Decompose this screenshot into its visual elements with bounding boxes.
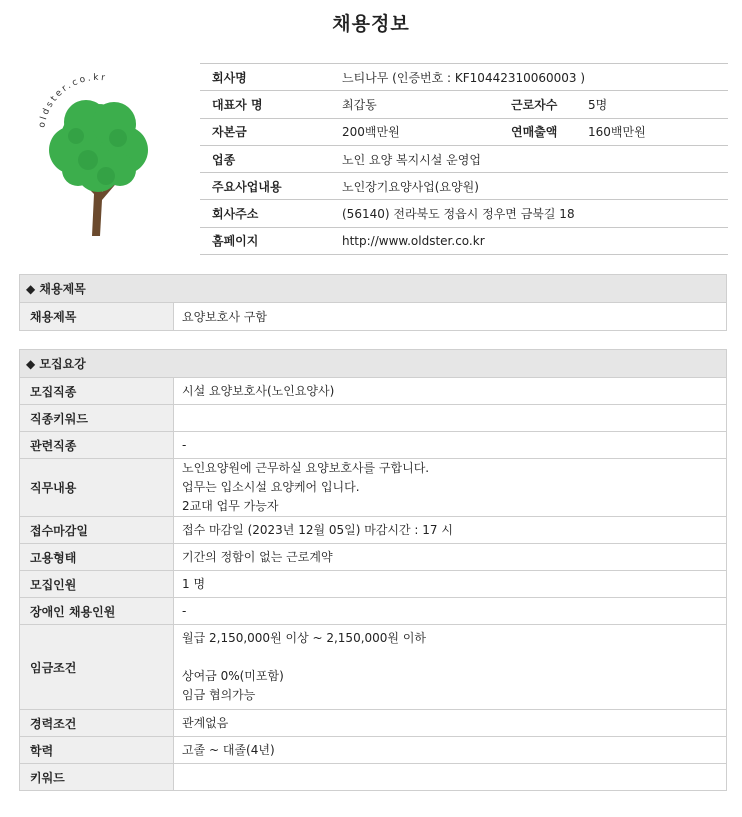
table-row [20, 710, 727, 737]
table-row [20, 598, 727, 625]
row-value [174, 764, 727, 791]
employees-label: 근로자수 [511, 91, 588, 118]
row-value-line [182, 768, 726, 787]
recruit-title-label: 채용제목 [20, 303, 174, 331]
recruit-title-heading: ◆ 채용제목 [20, 275, 727, 303]
row-value-line [182, 648, 726, 667]
row-label: 고용형태 [20, 544, 174, 571]
table-row [20, 737, 727, 764]
table-row [20, 517, 727, 544]
row-value-line: 노인요양원에 근무하실 요양보호사를 구합니다. [182, 461, 430, 475]
row-value [174, 598, 727, 625]
homepage-label: 홈페이지 [200, 227, 342, 254]
row-value-line: 고졸 ~ 대졸(4년) [182, 742, 275, 757]
company-info-table [200, 63, 728, 255]
row-value [174, 432, 727, 459]
row-label: 경력조건 [20, 710, 174, 737]
row-value-line: 월급 2,150,000원 이상 ~ 2,150,000원 이하 [182, 631, 427, 645]
recruit-details-heading: ◆ 모집요강 [20, 350, 727, 378]
employees-value: 5명 [588, 91, 728, 118]
table-row [20, 459, 727, 517]
row-label: 관련직종 [20, 432, 174, 459]
table-row [20, 378, 727, 405]
row-value [174, 544, 727, 571]
row-value [174, 625, 727, 710]
row-value [174, 378, 727, 405]
row-label: 학력 [20, 737, 174, 764]
address-label: 회사주소 [200, 200, 342, 227]
row-value-line: - [182, 603, 187, 618]
ceo-value: 최갑동 [342, 91, 511, 118]
row-value [174, 710, 727, 737]
business-value: 노인장기요양사업(요양원) [342, 173, 728, 200]
row-value-line [182, 409, 726, 428]
company-name-value: 느티나무 (인증번호 : KF10442310060003 ) [342, 64, 728, 91]
row-value-line: 상여금 0%(미포함) [182, 669, 284, 683]
ceo-label: 대표자 명 [200, 91, 342, 118]
row-value [174, 517, 727, 544]
row-label: 모집인원 [20, 571, 174, 598]
row-label: 임금조건 [20, 625, 174, 710]
row-value-line: 임금 협의가능 [182, 688, 256, 702]
company-name-label: 회사명 [200, 64, 342, 91]
recruit-title-value: 요양보호사 구함 [174, 303, 727, 331]
row-label: 접수마감일 [20, 517, 174, 544]
row-value-line: 1 명 [182, 576, 206, 591]
row-value-line: 2교대 업무 가능자 [182, 499, 279, 513]
row-value [174, 571, 727, 598]
capital-value: 200백만원 [342, 118, 511, 145]
company-logo [28, 72, 168, 242]
row-value [174, 405, 727, 432]
table-row [20, 764, 727, 791]
homepage-link[interactable]: http://www.oldster.co.kr [342, 227, 728, 254]
recruit-details-section [19, 349, 727, 791]
recruit-title-section [19, 274, 727, 331]
logo-text: oldster.co.kr [37, 72, 108, 129]
row-label: 직종키워드 [20, 405, 174, 432]
row-value [174, 737, 727, 764]
row-value-line: 기간의 정함이 없는 근로계약 [182, 549, 333, 564]
row-value-line: 업무는 입소시설 요양케어 입니다. [182, 480, 360, 494]
table-row [20, 571, 727, 598]
row-label: 키워드 [20, 764, 174, 791]
table-row [20, 544, 727, 571]
row-value [174, 459, 727, 517]
table-row [20, 432, 727, 459]
capital-label: 자본금 [200, 118, 342, 145]
recruit-details-rows [20, 378, 727, 791]
address-value: (56140) 전라북도 정읍시 정우면 금북길 18 [342, 200, 728, 227]
row-value-line: - [182, 437, 187, 452]
industry-label: 업종 [200, 145, 342, 172]
business-label: 주요사업내용 [200, 173, 342, 200]
row-value-line: 관계없음 [182, 715, 229, 730]
sales-label: 연매출액 [511, 118, 588, 145]
page-title: 채용정보 [332, 13, 410, 35]
row-label: 모집직종 [20, 378, 174, 405]
row-label: 장애인 채용인원 [20, 598, 174, 625]
row-label: 직무내용 [20, 459, 174, 517]
table-row [20, 405, 727, 432]
row-value-line: 시설 요양보호사(노인요양사) [182, 383, 335, 398]
industry-value: 노인 요양 복지시설 운영업 [342, 145, 728, 172]
sales-value: 160백만원 [588, 118, 728, 145]
row-value-line: 접수 마감일 (2023년 12월 05일) 마감시간 : 17 시 [182, 522, 453, 537]
table-row [20, 625, 727, 710]
